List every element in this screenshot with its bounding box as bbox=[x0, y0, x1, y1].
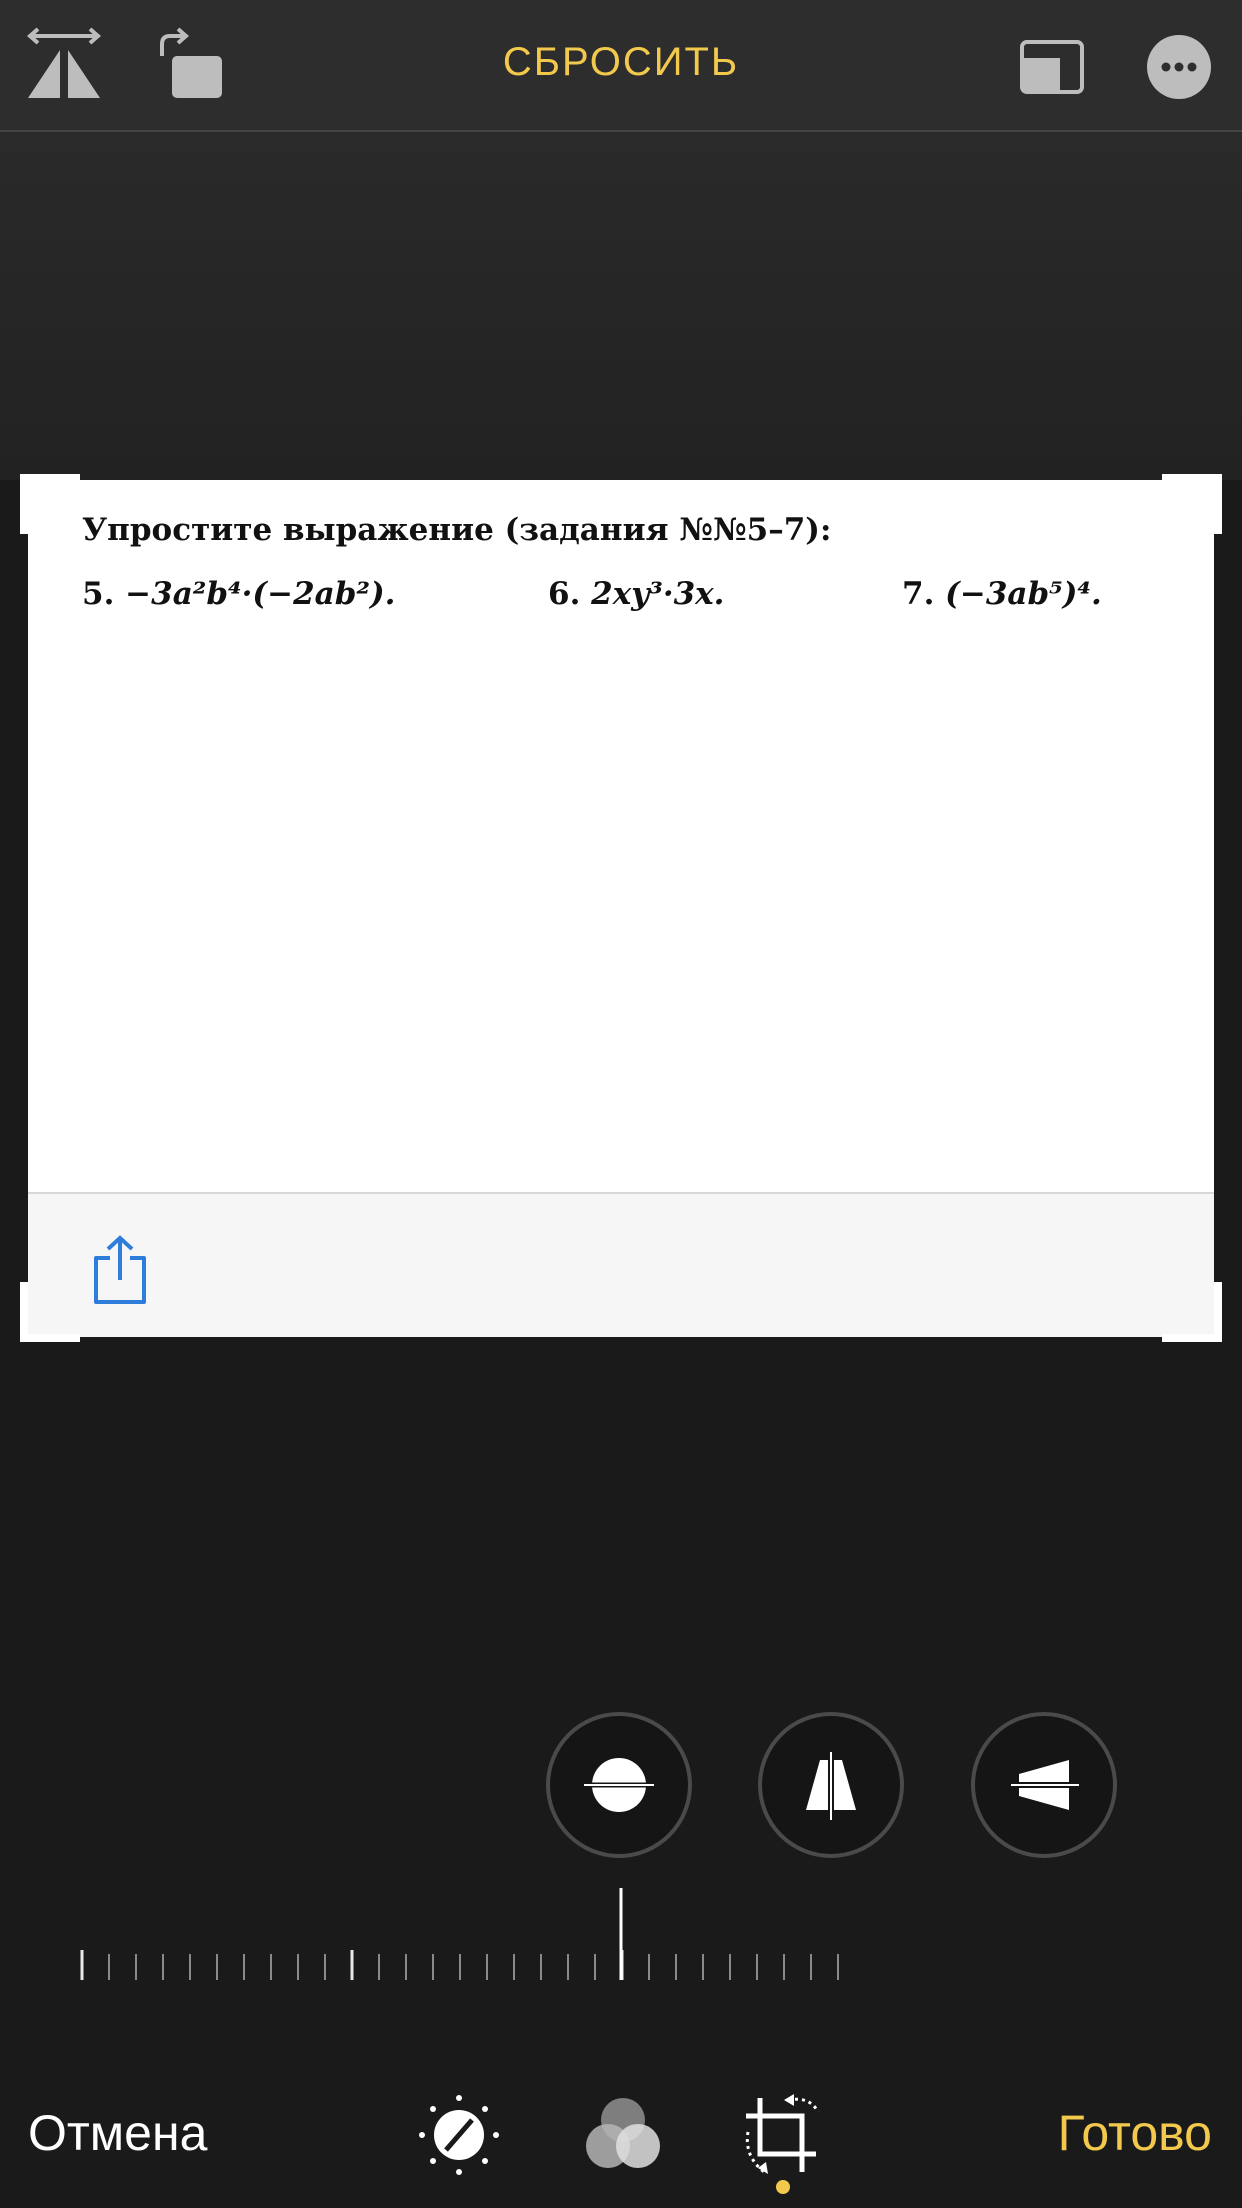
horizontal-perspective-button[interactable] bbox=[971, 1712, 1117, 1858]
horizontal-perspective-icon bbox=[975, 1716, 1113, 1854]
top-toolbar bbox=[0, 0, 1242, 132]
task-expression: (−3ab⁵)⁴. bbox=[945, 576, 1102, 612]
task-number: 6. bbox=[548, 576, 581, 612]
active-tool-indicator bbox=[776, 2180, 790, 2194]
share-sheet-bar bbox=[28, 1192, 1214, 1337]
crop-handle-top-left[interactable] bbox=[20, 474, 28, 534]
straighten-icon bbox=[550, 1716, 688, 1854]
done-button[interactable]: Готово bbox=[1057, 2105, 1212, 2161]
filters-icon[interactable] bbox=[580, 2092, 666, 2178]
photo-crop-area[interactable] bbox=[28, 480, 1214, 1335]
adjust-icon[interactable] bbox=[416, 2092, 502, 2178]
crop-icon[interactable] bbox=[738, 2092, 828, 2178]
task-number: 7. bbox=[902, 576, 935, 612]
crop-handle-top-right[interactable] bbox=[1162, 474, 1222, 482]
crop-handle-bottom-left[interactable] bbox=[20, 1282, 28, 1342]
task-5 bbox=[82, 576, 395, 612]
aspect-ratio-icon[interactable] bbox=[1020, 40, 1084, 94]
reset-button[interactable]: СБРОСИТЬ bbox=[502, 40, 740, 84]
cancel-button[interactable]: Отмена bbox=[28, 2105, 208, 2161]
dial-ticks bbox=[0, 1880, 1242, 1980]
rotation-dial[interactable] bbox=[0, 1880, 1242, 1980]
more-icon[interactable] bbox=[1146, 34, 1212, 100]
task-expression: −3a²b⁴·(−2ab²). bbox=[125, 576, 396, 612]
crop-handle-top-left[interactable] bbox=[20, 474, 80, 482]
task-number: 5. bbox=[82, 576, 115, 612]
crop-handle-bottom-right[interactable] bbox=[1214, 1282, 1222, 1342]
crop-handle-bottom-right[interactable] bbox=[1162, 1334, 1222, 1342]
canvas-background-top bbox=[0, 132, 1242, 480]
document-heading: Упростите выражение (задания №№5–7): bbox=[82, 512, 832, 548]
vertical-perspective-button[interactable] bbox=[758, 1712, 904, 1858]
share-icon[interactable] bbox=[88, 1234, 152, 1306]
vertical-perspective-icon bbox=[762, 1716, 900, 1854]
task-expression: 2xy³·3x. bbox=[591, 576, 725, 612]
task-7 bbox=[902, 576, 1102, 612]
crop-handle-top-right[interactable] bbox=[1214, 474, 1222, 534]
task-6 bbox=[548, 576, 724, 612]
crop-handle-bottom-left[interactable] bbox=[20, 1334, 80, 1342]
straighten-button[interactable] bbox=[546, 1712, 692, 1858]
